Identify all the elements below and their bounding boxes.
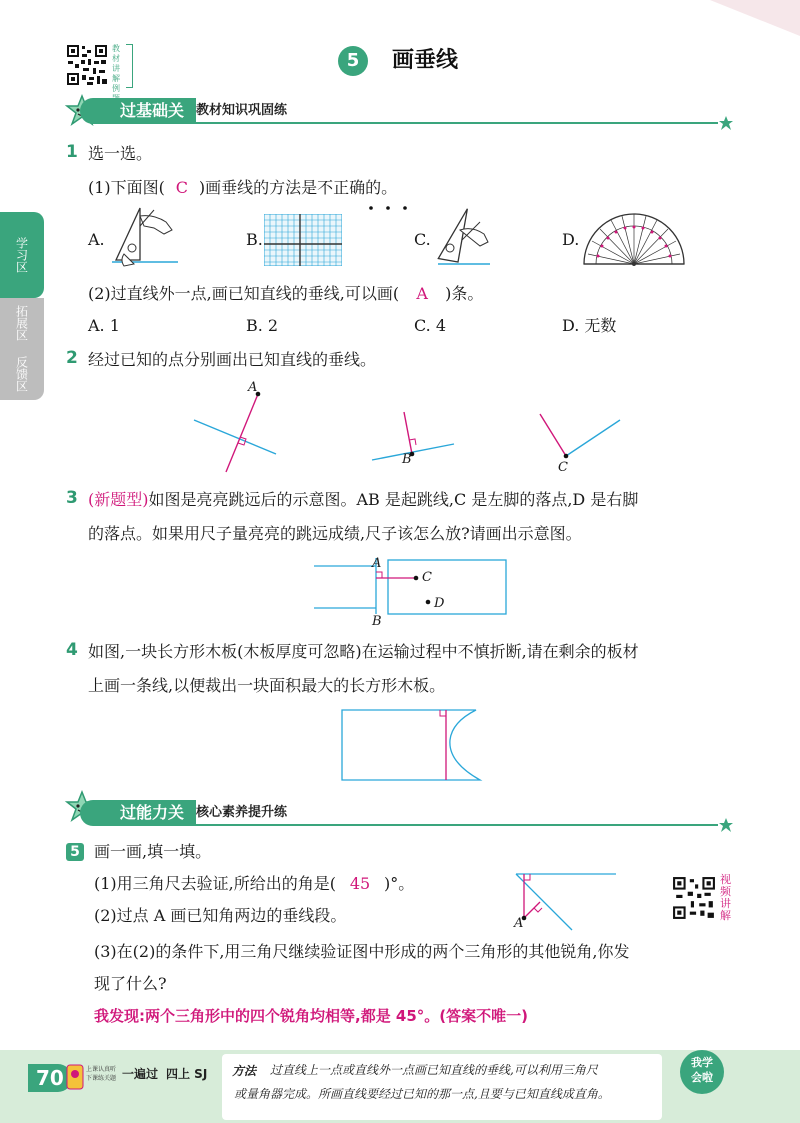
header-qr-code bbox=[66, 44, 108, 86]
question-5-part-3-line-1: (3)在(2)的条件下,用三角尺继续验证图中形成的两个三角形的其他锐角,你发 bbox=[94, 942, 630, 961]
question-3-figure bbox=[312, 556, 512, 616]
q5p1-pre: (1)用三角尺去验证,所给出的角是( bbox=[94, 874, 336, 893]
option-d-label: D. bbox=[562, 230, 580, 249]
footer-page-number: 70 bbox=[28, 1064, 72, 1092]
option-c-label: C. bbox=[414, 230, 431, 249]
question-4-line-1: 如图,一块长方形木板(木板厚度可忽略)在运输过程中不慎折断,请在剩余的板材 bbox=[88, 642, 639, 661]
q1p2-option-c: C. 4 bbox=[414, 316, 447, 335]
q3-label-c: C bbox=[422, 570, 432, 585]
star-icon-2 bbox=[719, 817, 733, 831]
method-line-1: 过直线上一点或直线外一点画已知直线的垂线,可以利用三角尺 bbox=[270, 1063, 598, 1077]
q5p1-answer[interactable]: 45 bbox=[349, 874, 371, 893]
option-b-label: B. bbox=[246, 230, 263, 249]
q1p1-pre: (1)下面图( bbox=[88, 178, 165, 197]
q3-new-tag: (新题型) bbox=[88, 490, 149, 509]
side-tab-feedback[interactable] bbox=[0, 348, 44, 400]
emphasis-dots bbox=[368, 196, 418, 202]
option-c-figure bbox=[436, 204, 492, 270]
q3-label-a: A bbox=[372, 556, 382, 571]
question-5-angle-figure bbox=[510, 868, 620, 932]
brand-name: 一遍过 bbox=[122, 1067, 159, 1081]
q1p2-answer[interactable]: A bbox=[416, 284, 428, 303]
question-2-number: 2 bbox=[66, 348, 78, 368]
q2-label-c: C bbox=[558, 460, 568, 475]
question-1-number: 1 bbox=[66, 142, 78, 162]
q1p2-pre: (2)过直线外一点,画已知直线的垂线,可以画( bbox=[88, 284, 400, 303]
question-1-stem: 选一选。 bbox=[88, 144, 153, 163]
q1p2-option-d: D. 无数 bbox=[562, 316, 617, 335]
option-d-protractor bbox=[582, 208, 686, 268]
side-tab-feedback-label: 反馈区 bbox=[14, 356, 29, 392]
option-a-label: A. bbox=[88, 230, 105, 249]
question-5-part-2: (2)过点 A 画已知角两边的垂线段。 bbox=[94, 906, 347, 925]
question-5-stem: 画一画,填一填。 bbox=[94, 842, 212, 861]
section-basic-title: 过基础关 bbox=[80, 98, 196, 124]
section-ability-subtitle: 核心素养提升练 bbox=[196, 805, 288, 820]
question-2-stem: 经过已知的点分别画出已知直线的垂线。 bbox=[88, 350, 377, 369]
lesson-number-badge: 5 bbox=[338, 46, 368, 76]
qr-caption-bracket bbox=[126, 44, 133, 88]
q2-label-b: B bbox=[402, 452, 412, 467]
question-3-number: 3 bbox=[66, 488, 78, 508]
section-basic-subtitle: 教材知识巩固练 bbox=[196, 103, 288, 118]
question-3-line-2: 的落点。如果用尺子量亮亮的跳远成绩,尺子该怎么放?请画出示意图。 bbox=[88, 524, 582, 543]
brand-slogan-2: 下课练关题 bbox=[86, 1075, 117, 1082]
brand-slogan-1: 上课认真听 bbox=[86, 1066, 117, 1073]
question-4-board-figure bbox=[340, 706, 484, 782]
side-tab-study[interactable] bbox=[0, 212, 44, 298]
learned-badge-line-1: 我学 bbox=[691, 1056, 713, 1069]
brand-logo-icon bbox=[66, 1064, 84, 1090]
grade-label: 四上 SJ bbox=[166, 1067, 208, 1081]
q5-label-a: A bbox=[514, 916, 524, 931]
q3-label-d: D bbox=[434, 596, 445, 611]
q1p2-option-b: B. 2 bbox=[246, 316, 279, 335]
q2-label-a: A bbox=[248, 380, 258, 395]
section-basic-underline bbox=[188, 122, 718, 124]
star-icon bbox=[719, 115, 733, 129]
side-tab-extend-label: 拓展区 bbox=[14, 305, 29, 341]
question-4-line-2: 上画一条线,以便裁出一块面积最大的长方形木板。 bbox=[88, 676, 446, 695]
video-caption: 视频讲解 bbox=[720, 873, 731, 922]
option-b-figure-grid bbox=[264, 214, 342, 266]
question-4-number: 4 bbox=[66, 640, 78, 660]
side-tab-study-label: 学习区 bbox=[14, 237, 29, 273]
question-1-part-2 bbox=[88, 282, 483, 306]
q1p2-post: )条。 bbox=[445, 284, 484, 303]
question-1-part-1 bbox=[88, 176, 397, 200]
learned-badge-line-2: 会啦 bbox=[691, 1071, 713, 1084]
q3-label-b: B bbox=[372, 614, 382, 629]
question-3-line-1 bbox=[88, 488, 638, 512]
q3-line-1-text: 如图是亮亮跳远后的示意图。AB 是起跳线,C 是左脚的落点,D 是右脚 bbox=[148, 490, 639, 509]
q1p2-option-a: A. 1 bbox=[88, 316, 120, 335]
section-ability-title: 过能力关 bbox=[80, 800, 196, 826]
method-line-2: 或量角器完成。所画直线要经过已知的那一点,且要与已知直线成直角。 bbox=[234, 1087, 610, 1101]
video-qr-code[interactable] bbox=[672, 876, 716, 920]
question-5-number: 5 bbox=[66, 843, 84, 861]
page-title: 画垂线 bbox=[392, 48, 459, 73]
question-5-finding: 我发现:两个三角形中的四个锐角均相等,都是 45°。(答案不唯一) bbox=[94, 1007, 529, 1025]
corner-decoration bbox=[690, 0, 800, 40]
question-5-part-3-line-2: 现了什么? bbox=[94, 974, 167, 993]
section-ability-underline bbox=[188, 824, 718, 826]
q1p1-answer[interactable]: C bbox=[175, 178, 189, 197]
section-ability-header bbox=[80, 800, 740, 826]
q1p1-post: )画垂线的方法是不正确的。 bbox=[198, 178, 398, 197]
qr-caption: 教材讲解例 bbox=[112, 44, 120, 93]
section-basic-header bbox=[80, 98, 740, 124]
side-tab-extend[interactable] bbox=[0, 298, 44, 348]
question-5-part-1 bbox=[94, 872, 414, 896]
q5p1-post: )°。 bbox=[384, 874, 415, 893]
option-a-figure bbox=[110, 204, 180, 268]
method-label: 方法 bbox=[232, 1064, 257, 1078]
